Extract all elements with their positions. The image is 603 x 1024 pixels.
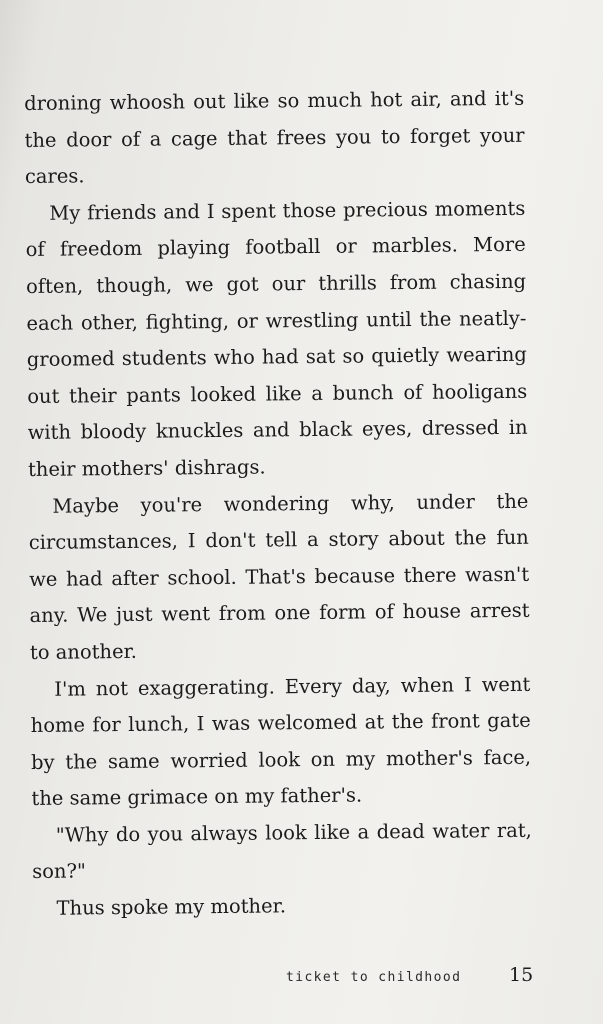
paragraph-5 [32, 813, 533, 891]
text-line: of freedom playing football or marbles. More [25, 233, 526, 262]
paragraph-6 [32, 886, 532, 928]
text-line: I'm not exaggerating. Every day, when I went [54, 672, 531, 701]
paragraph-4 [30, 666, 532, 818]
text-line: son?" [32, 859, 87, 884]
text-line: any. We just went from one form of house arrest [29, 599, 530, 628]
text-line: their mothers' dishrags. [27, 455, 266, 481]
text-line: My friends and I spent those precious moments [49, 196, 526, 225]
text-line: groomed students who had sat so quietly wearing [26, 342, 527, 372]
text-line: cares. [24, 164, 85, 189]
paragraph-3 [28, 483, 530, 671]
text-line: often, though, we got our thrills from chasing [25, 269, 527, 298]
text-line: to another. [29, 639, 138, 664]
text-line: out their pants looked like a bunch of hooligans [27, 379, 528, 408]
page-number: 15 [509, 964, 534, 986]
text-line: home for lunch, I was welcomed at the front gate [30, 708, 531, 738]
text-line: each other, fighting, or wrestling until the neatly- [26, 306, 527, 335]
text-line: the door of a cage that frees you to forget your [24, 123, 525, 152]
text-line: with bloody knuckles and black eyes, dressed in [27, 416, 528, 445]
text-line: the same grimace on my father's. [31, 783, 363, 811]
paragraph-2 [25, 191, 528, 489]
text-line: we had after school. That's because there wasn't [29, 562, 530, 591]
text-line: by the same worried look on my mother's face, [30, 745, 532, 774]
text-line: Thus spoke my mother. [56, 894, 287, 920]
running-footer-title: ticket to childhood [286, 970, 462, 985]
body-text [24, 81, 533, 928]
text-line: circumstances, I don't tell a story about the fun [28, 525, 529, 555]
text-line: "Why do you always look like a dead water rat, [55, 818, 532, 847]
paragraph-1 [24, 81, 525, 196]
text-line: droning whoosh out like so much hot air, and it's [24, 86, 525, 115]
text-line: Maybe you're wondering why, under the [52, 489, 529, 518]
